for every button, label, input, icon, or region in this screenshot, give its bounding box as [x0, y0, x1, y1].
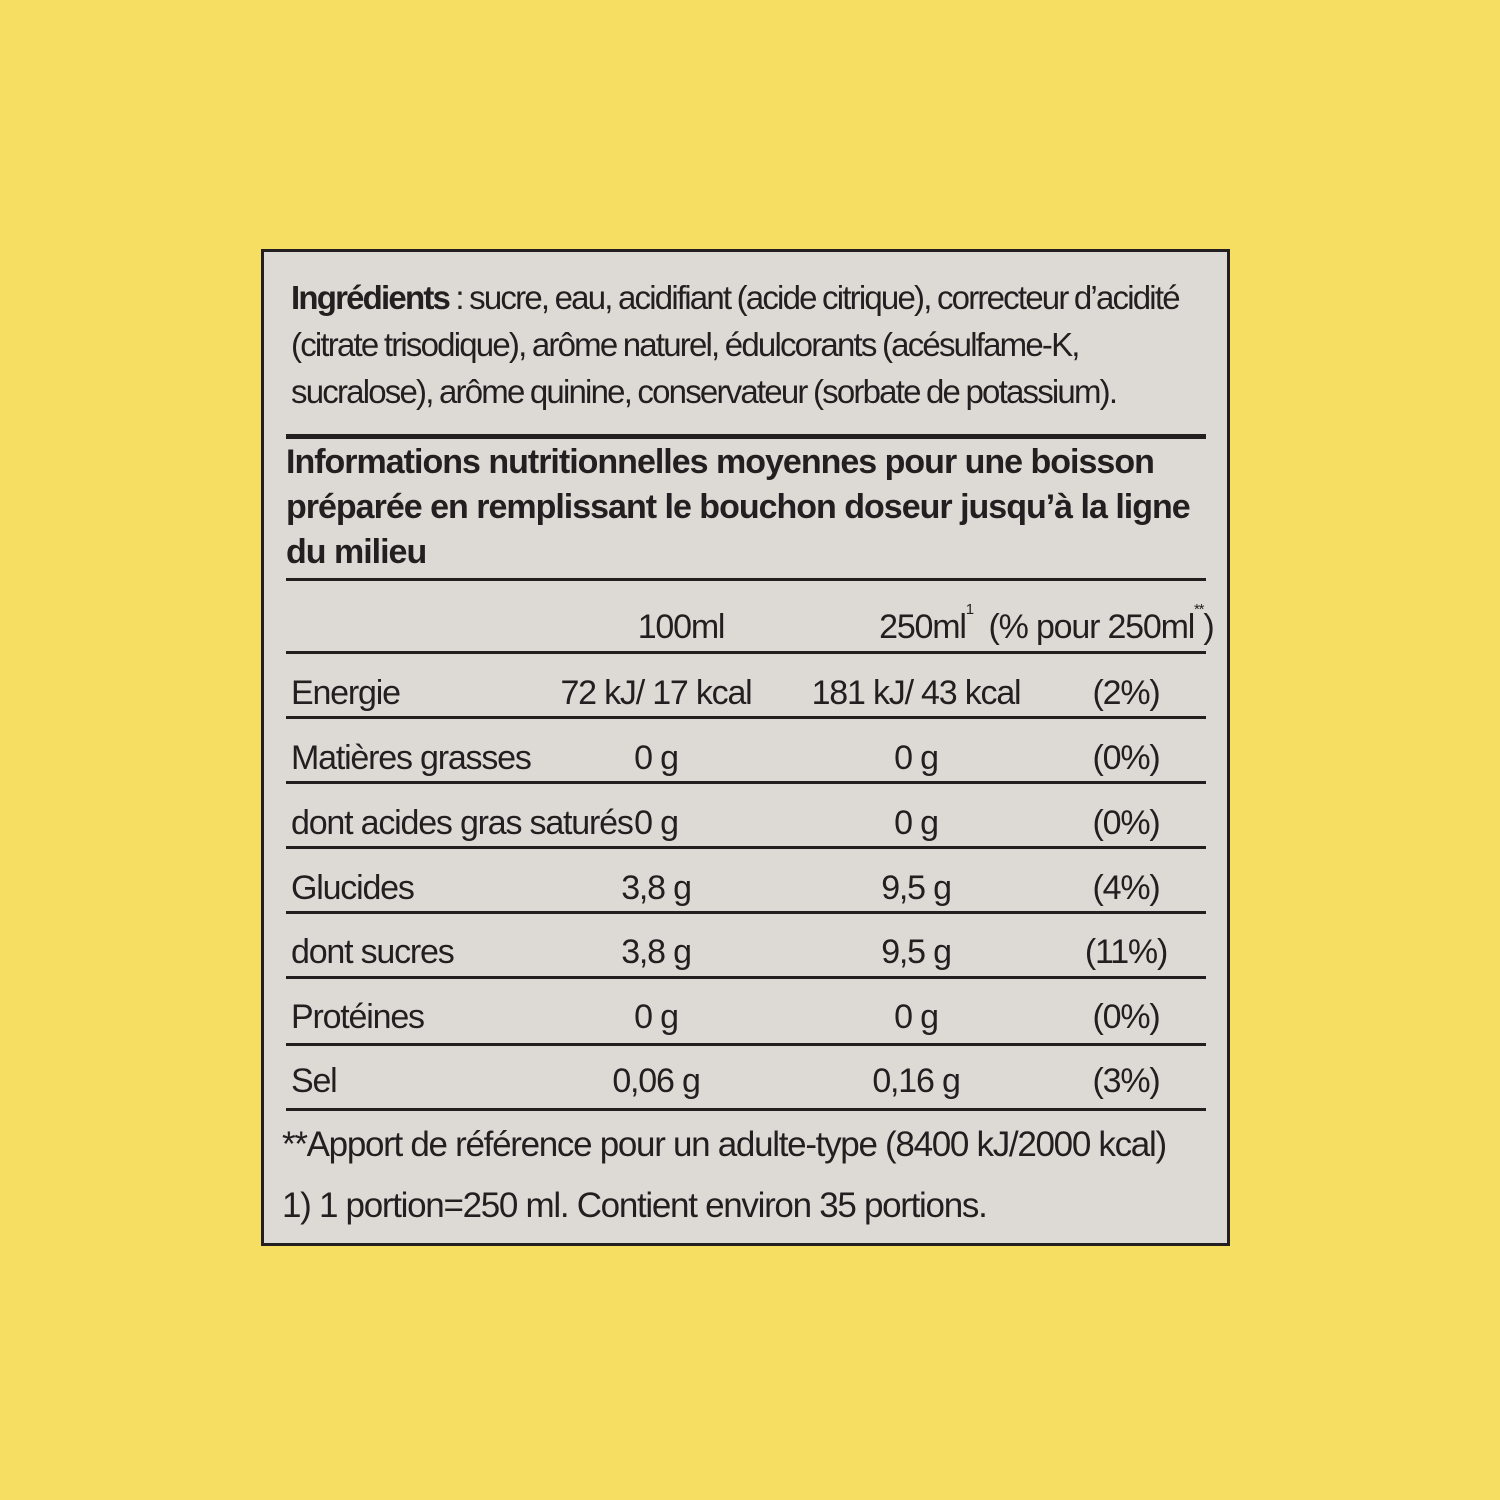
column-header-percent [986, 596, 1216, 658]
ingredients-list: sucre, eau, acidifiant (acide citrique), correcteur d’acidité (citrate trisodique), arôme naturel, édulcorants (acésulfame-K, sucralose), arôme quinine, conservateur (sorbate de potassium). [291, 279, 1179, 410]
table-row-divider [286, 1108, 1206, 1111]
nutrient-value-100ml: 0 g [634, 998, 678, 1036]
nutrient-value-250ml: 181 kJ/ 43 kcal [811, 674, 1021, 712]
table-row-divider [286, 976, 1206, 979]
nutrient-percent: (3%) [1092, 1062, 1160, 1100]
nutrient-name: Glucides [291, 869, 414, 907]
column-header-250ml-text: 250ml [879, 608, 966, 646]
ingredients-text [291, 274, 1221, 415]
table-row [286, 1050, 1206, 1112]
nutrient-percent: (4%) [1092, 869, 1160, 907]
nutrition-label-panel [261, 249, 1230, 1246]
nutrient-percent: (2%) [1092, 674, 1160, 712]
ingredients-separator: : [449, 279, 470, 316]
nutrient-value-100ml: 3,8 g [621, 933, 691, 971]
column-header-100ml: 100ml [637, 608, 725, 646]
nutrient-name: Sel [291, 1062, 337, 1100]
nutrient-value-100ml: 0,06 g [612, 1062, 700, 1100]
nutrient-value-100ml: 72 kJ/ 17 kcal [560, 674, 752, 712]
table-header-row [286, 596, 1214, 658]
nutrient-name: Matières grasses [291, 739, 531, 777]
table-row-divider [286, 846, 1206, 849]
nutrient-value-250ml: 0,16 g [872, 1062, 960, 1100]
table-row-divider [286, 781, 1206, 784]
column-header-percent-close: ) [1203, 608, 1214, 646]
nutrient-value-250ml: 0 g [894, 739, 938, 777]
table-row [286, 921, 1206, 983]
nutrient-value-250ml: 9,5 g [881, 933, 951, 971]
nutrient-percent: (11%) [1084, 933, 1168, 971]
nutrient-value-250ml: 9,5 g [881, 869, 951, 907]
reference-intake-footnote: **Apport de référence pour un adulte-type (8400 kJ/2000 kcal) [282, 1125, 1166, 1164]
table-row-divider [286, 651, 1206, 654]
column-header-percent-sup: ** [1194, 600, 1204, 618]
ingredients-label: Ingrédients [291, 279, 450, 316]
nutrient-name: dont sucres [291, 933, 454, 971]
column-header-percent-text: (% pour 250ml [988, 608, 1195, 646]
nutrition-heading: Informations nutritionnelles moyennes pour une boisson préparée en remplissant le bouchon doseur jusqu’à la ligne du milieu [286, 443, 1190, 571]
nutrient-name: dont acides gras saturés [291, 804, 633, 842]
nutrient-percent: (0%) [1092, 739, 1160, 777]
table-row [286, 792, 1206, 854]
nutrient-name: Energie [291, 674, 400, 712]
nutrient-percent: (0%) [1092, 804, 1160, 842]
table-row [286, 986, 1206, 1048]
nutrient-value-100ml: 3,8 g [621, 869, 691, 907]
table-row-divider [286, 1043, 1206, 1046]
nutrient-percent: (0%) [1092, 998, 1160, 1036]
table-row-divider [286, 716, 1206, 719]
nutrient-value-100ml: 0 g [634, 804, 678, 842]
nutrient-name: Protéines [291, 998, 424, 1036]
table-row [286, 857, 1206, 919]
table-row [286, 727, 1206, 789]
table-row [286, 662, 1206, 724]
column-header-250ml-sup: 1 [965, 600, 973, 618]
nutrient-value-250ml: 0 g [894, 804, 938, 842]
heading-divider [286, 578, 1206, 581]
table-row-divider [286, 911, 1206, 914]
nutrient-value-100ml: 0 g [634, 739, 678, 777]
nutrient-value-250ml: 0 g [894, 998, 938, 1036]
portion-footnote: 1) 1 portion=250 ml. Contient environ 35 portions. [282, 1186, 987, 1225]
section-divider [286, 434, 1206, 439]
